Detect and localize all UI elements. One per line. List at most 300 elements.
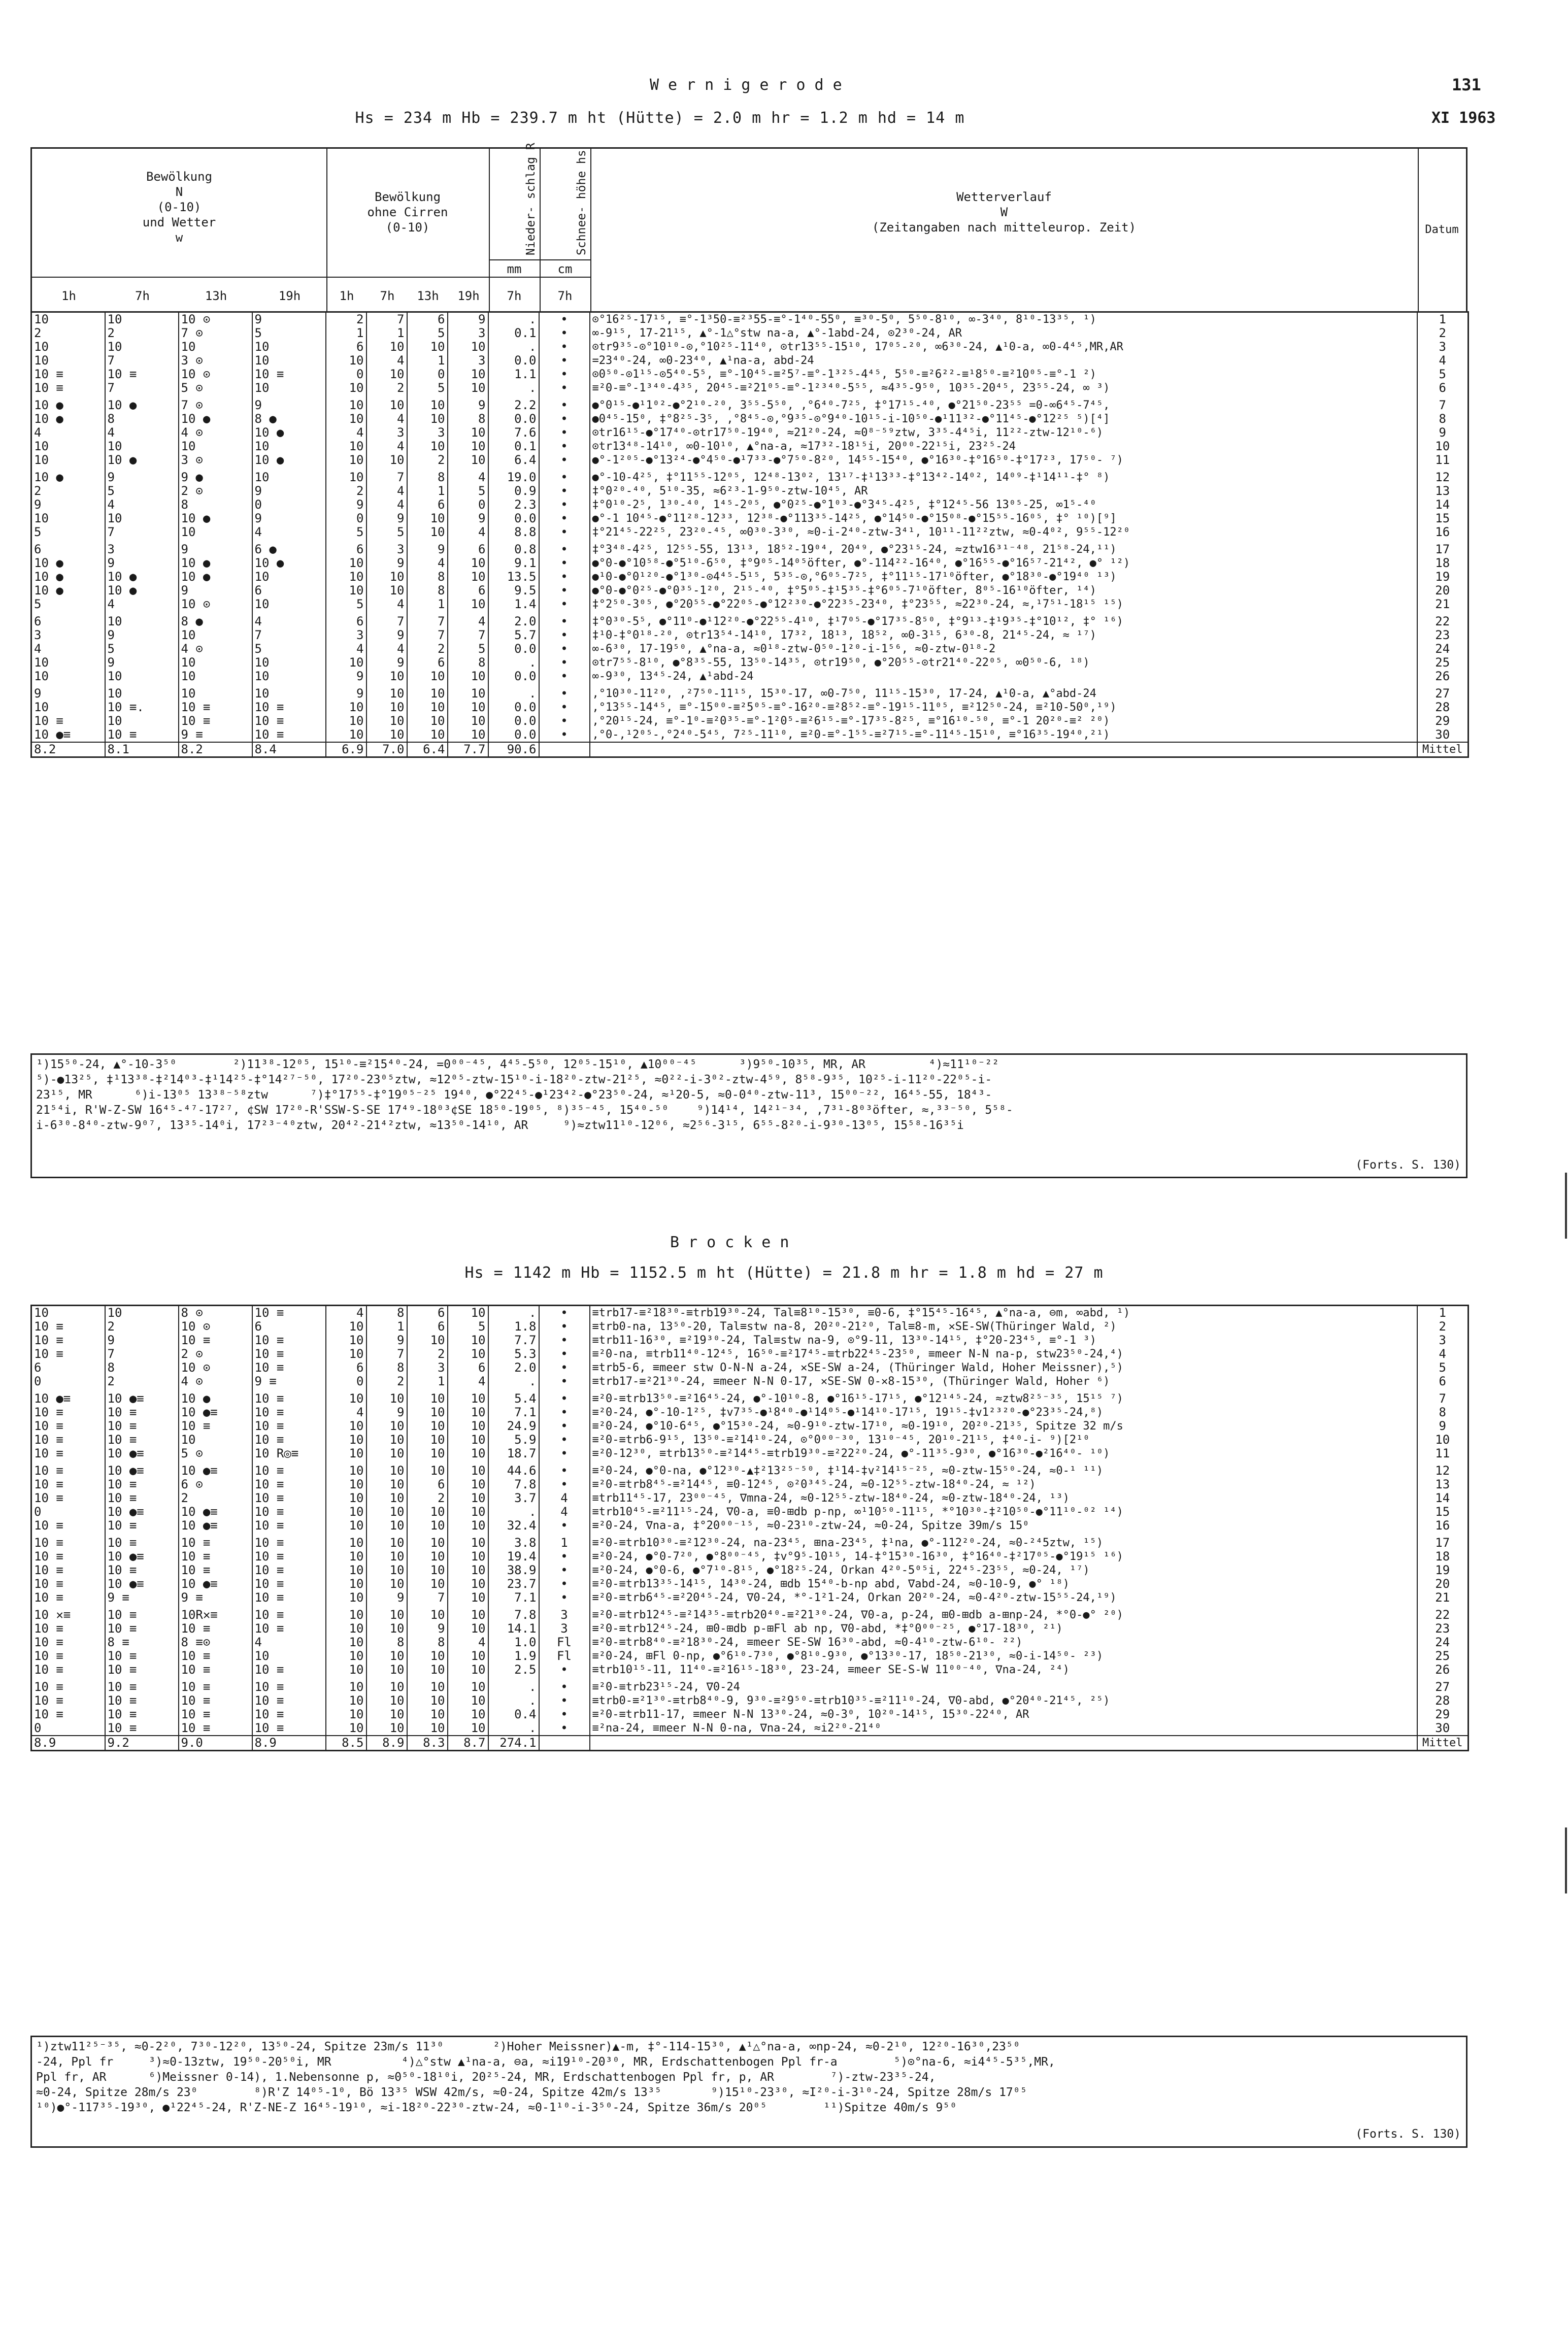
date: 28 xyxy=(1417,1694,1469,1708)
date: 15 xyxy=(1417,1505,1469,1519)
cirrus-7h: 7 xyxy=(366,615,407,628)
cirrus-7h: 9 xyxy=(366,656,407,670)
cloud-1h: 10 xyxy=(31,340,105,354)
cirrus-1h: 10 xyxy=(326,1419,366,1433)
cloud-7h: 10 ≡ xyxy=(105,1721,179,1736)
cirrus-13h: 10 xyxy=(407,1392,448,1406)
date: 20 xyxy=(1417,1577,1469,1591)
cirrus-13h: 10 xyxy=(407,412,448,426)
table-row xyxy=(31,1361,1469,1375)
cloud-13h: 4 ⊙ xyxy=(179,1375,252,1392)
cirrus-19h: 10 xyxy=(448,440,488,453)
cloud-1h: 5 xyxy=(31,597,105,615)
weather-course: ≡trb10¹⁵-11, 11⁴⁰-≡²16¹⁵-18³⁰, 23-24, ≡meer SE-S-W 11⁰⁰⁻⁴⁰, ∇na-24, ²⁴) xyxy=(590,1663,1417,1680)
cloud-1h: 10 ≡ xyxy=(31,1464,105,1478)
cirrus-19h: 10 xyxy=(448,597,488,615)
weather-course: ≡trb5-6, ≡meer stw O-N-N a-24, ✕SE-SW a-24, (Thüringer Wald, Hoher Meissner),⁵) xyxy=(590,1361,1417,1375)
date: 10 xyxy=(1417,1433,1469,1447)
cirrus-13h: 9 xyxy=(407,543,448,556)
cirrus-1h: 9 xyxy=(326,687,366,701)
cloud-1h: 5 xyxy=(31,525,105,543)
cirrus-1h: 10 xyxy=(326,556,366,570)
precip: 23.7 xyxy=(488,1577,539,1591)
precip: . xyxy=(488,1505,539,1519)
cloud-19h: 10 ≡ xyxy=(252,1577,326,1591)
cloud-13h: 7 ⊙ xyxy=(179,326,252,340)
snow-depth: • xyxy=(539,701,590,714)
cloud-1h: 10 ≡ xyxy=(31,714,105,728)
cirrus-1h: 10 xyxy=(326,440,366,453)
cirrus-7h: 7 xyxy=(366,312,407,327)
cirrus-19h: 10 xyxy=(448,1478,488,1491)
cloud-13h: 9 ● xyxy=(179,471,252,484)
cirrus-1h: 10 xyxy=(326,354,366,368)
cloud-7h: 9 xyxy=(105,556,179,570)
date: 30 xyxy=(1417,1721,1469,1736)
table-row xyxy=(31,1564,1469,1577)
table-row xyxy=(31,1347,1469,1361)
mean-precip: 274.1 xyxy=(488,1736,539,1751)
cloud-13h: 5 ⊙ xyxy=(179,1447,252,1464)
cloud-1h: 10 ●≡ xyxy=(31,728,105,742)
date: 6 xyxy=(1417,1375,1469,1392)
cirrus-19h: 10 xyxy=(448,1708,488,1721)
header-hour-7: 7h xyxy=(135,289,150,303)
cloud-1h: 10 ≡ xyxy=(31,368,105,381)
cirrus-19h: 10 xyxy=(448,1550,488,1564)
cirrus-1h: 10 xyxy=(326,1577,366,1591)
cirrus-7h: 10 xyxy=(366,1564,407,1577)
cirrus-13h: 3 xyxy=(407,1361,448,1375)
cirrus-1h: 10 xyxy=(326,1564,366,1577)
date: 11 xyxy=(1417,453,1469,471)
snow-depth: • xyxy=(539,1375,590,1392)
weather-course: ∞-9¹⁵, 17-21¹⁵, ▲°-1△°stw na-a, ▲°-1abd-24, ⊙2³⁰-24, AR xyxy=(590,326,1417,340)
cloud-7h: 9 ≡ xyxy=(105,1591,179,1608)
cloud-19h: 10 ≡ xyxy=(252,1505,326,1519)
cirrus-7h: 8 xyxy=(366,1306,407,1320)
cloud-7h: 10 ≡ xyxy=(105,1419,179,1433)
date: 5 xyxy=(1417,1361,1469,1375)
cirrus-7h: 7 xyxy=(366,471,407,484)
precip: 9.1 xyxy=(488,556,539,570)
date: 3 xyxy=(1417,1334,1469,1347)
weather-course: ●°-1 10⁴⁵-●°11²⁸-12³³, 12³⁸-●°113³⁵-14²⁵, ●°14⁵⁰-●°15⁰⁸-●°15⁵⁵-16⁰⁵, ‡° ¹⁰)[⁹] xyxy=(590,512,1417,525)
cirrus-19h: 10 xyxy=(448,1306,488,1320)
cloud-7h: 10 ≡. xyxy=(105,701,179,714)
cloud-19h: 10 ≡ xyxy=(252,1663,326,1680)
cloud-7h: 4 xyxy=(105,597,179,615)
precip: 7.1 xyxy=(488,1591,539,1608)
cloud-1h: 3 xyxy=(31,628,105,642)
cirrus-7h: 10 xyxy=(366,1577,407,1591)
weather-course: ●0⁴⁵-15⁰, ‡°8²⁵-3⁵, ,°8⁴⁵-⊙,°9³⁵-⊙°9⁴⁰-10¹⁵-i-10⁵⁰-●¹11³²-●°11⁴⁵-●°12²⁵ ⁵)[⁴] xyxy=(590,412,1417,426)
data-table-wernigerode xyxy=(30,311,1469,758)
cloud-7h: 7 xyxy=(105,381,179,398)
cloud-19h: 10 ≡ xyxy=(252,1622,326,1636)
cloud-19h: 5 xyxy=(252,642,326,656)
cloud-7h: 10 ● xyxy=(105,584,179,597)
precip: . xyxy=(488,1680,539,1694)
table-row xyxy=(31,556,1469,570)
date: 18 xyxy=(1417,1550,1469,1564)
cirrus-7h: 10 xyxy=(366,1550,407,1564)
cirrus-13h: 10 xyxy=(407,512,448,525)
cirrus-1h: 10 xyxy=(326,1519,366,1536)
cirrus-7h: 10 xyxy=(366,1447,407,1464)
table-row xyxy=(31,687,1469,701)
weather-course: ⊙0⁵⁰-⊙1¹⁵-⊙5⁴⁰-5⁵, ≡°-10⁴⁵-≡²5⁷-≡°-1³²⁵-4⁴⁵, 5⁵⁰-≡²6²²-≡¹8⁵⁰-≡²10⁰⁵-≡°-1 ²) xyxy=(590,368,1417,381)
date: 13 xyxy=(1417,484,1469,498)
weather-course: ≡trb11⁴⁵-17, 23⁰⁰⁻⁴⁵, ∇mna-24, ≈0-12⁵⁵-ztw-18⁴⁰-24, ≈0-ztw-18⁴⁰-24, ¹³) xyxy=(590,1491,1417,1505)
table-row xyxy=(31,584,1469,597)
date: 8 xyxy=(1417,1406,1469,1419)
table-row xyxy=(31,498,1469,512)
mean-cirrus-1h: 8.5 xyxy=(326,1736,366,1751)
continuation-note-brocken: (Forts. S. 130) xyxy=(1355,2127,1461,2141)
cloud-13h: 8 ≡⊙ xyxy=(179,1636,252,1649)
cirrus-7h: 10 xyxy=(366,368,407,381)
weather-course: ‡¹0-‡°0¹⁸-²⁰, ⊙tr13⁵⁴-14¹⁰, 17³², 18¹³, 18⁵², ∞0-3¹⁵, 6³⁰-8, 21⁴⁵-24, ≈ ¹⁷) xyxy=(590,628,1417,642)
table-row xyxy=(31,368,1469,381)
cirrus-7h: 2 xyxy=(366,381,407,398)
cirrus-13h: 2 xyxy=(407,453,448,471)
table-row xyxy=(31,426,1469,440)
station-title-brocken: Brocken xyxy=(670,1234,798,1251)
weather-course: ‡°0³⁰-5⁵, ●°11⁰-●¹12²⁰-●°22⁵⁵-4¹⁰, ‡¹7⁰⁵-●°17³⁵-8⁵⁰, ‡°9¹³-‡¹9³⁵-‡°10¹², ‡° ¹⁶) xyxy=(590,615,1417,628)
precip: 7.8 xyxy=(488,1478,539,1491)
precip: . xyxy=(488,312,539,327)
cirrus-7h: 10 xyxy=(366,1622,407,1636)
precip: 38.9 xyxy=(488,1564,539,1577)
cirrus-7h: 9 xyxy=(366,628,407,642)
snow-depth: • xyxy=(539,381,590,398)
cloud-7h: 10 ≡ xyxy=(105,1406,179,1419)
cirrus-7h: 10 xyxy=(366,670,407,687)
table-row xyxy=(31,597,1469,615)
cirrus-1h: 10 xyxy=(326,471,366,484)
weather-course: ≡²0-≡trb11-17, ≡meer N-N 13³⁰-24, ≈0-3⁰, 10²⁰-14¹⁵, 15³⁰-22⁴⁰, AR xyxy=(590,1708,1417,1721)
cloud-1h: 10 ≡ xyxy=(31,1694,105,1708)
snow-depth: • xyxy=(539,471,590,484)
cloud-1h: 0 xyxy=(31,1505,105,1519)
date: 18 xyxy=(1417,556,1469,570)
snow-depth: • xyxy=(539,1721,590,1736)
cirrus-13h: 10 xyxy=(407,1447,448,1464)
table-row xyxy=(31,1708,1469,1721)
cloud-1h: 10 ≡ xyxy=(31,1577,105,1591)
cirrus-13h: 3 xyxy=(407,426,448,440)
cirrus-19h: 10 xyxy=(448,670,488,687)
weather-course: ⊙tr9³⁵-⊙°10¹⁰-⊙,°10²⁵-11⁴⁰, ⊙tr13⁵⁵-15¹⁰, 17⁰⁵-²⁰, ∞6³⁰-24, ▲¹0-a, ∞0-4⁴⁵,MR,AR xyxy=(590,340,1417,354)
cloud-1h: 10 ≡ xyxy=(31,1708,105,1721)
cloud-1h: 10 ≡ xyxy=(31,1347,105,1361)
cloud-1h: 10 xyxy=(31,312,105,327)
cirrus-13h: 1 xyxy=(407,597,448,615)
cirrus-13h: 1 xyxy=(407,484,448,498)
cirrus-19h: 10 xyxy=(448,1519,488,1536)
cloud-13h: 10 ≡ xyxy=(179,1663,252,1680)
cloud-13h: 10 ⊙ xyxy=(179,1320,252,1334)
cloud-13h: 10 ≡ xyxy=(179,1622,252,1636)
cirrus-13h: 10 xyxy=(407,1708,448,1721)
cloud-7h: 10 ≡ xyxy=(105,1519,179,1536)
date: 27 xyxy=(1417,1680,1469,1694)
cirrus-1h: 10 xyxy=(326,1447,366,1464)
cloud-7h: 10 xyxy=(105,670,179,687)
snow-depth: • xyxy=(539,412,590,426)
table-row xyxy=(31,1721,1469,1736)
cloud-7h: 9 xyxy=(105,1334,179,1347)
cirrus-19h: 10 xyxy=(448,1536,488,1550)
mean-cirrus-7h: 7.0 xyxy=(366,742,407,757)
snow-depth: • xyxy=(539,1347,590,1361)
weather-course: ≡²0-na, ≡trb11⁴⁰-12⁴⁵, 16⁵⁰-≡²17⁴⁵-≡trb22⁴⁵-23⁵⁰, ≡meer N-N na-p, stw23⁵⁰-24,⁴) xyxy=(590,1347,1417,1361)
cloud-7h: 10 ●≡ xyxy=(105,1447,179,1464)
mean-date: Mittel xyxy=(1417,1736,1469,1751)
date: 27 xyxy=(1417,687,1469,701)
weather-course: =23⁴⁰-24, ∞0-23⁴⁰, ▲¹na-a, abd-24 xyxy=(590,354,1417,368)
date: 8 xyxy=(1417,412,1469,426)
cirrus-13h: 2 xyxy=(407,642,448,656)
cloud-19h: 9 xyxy=(252,398,326,412)
table-row xyxy=(31,543,1469,556)
header-schnee: Schnee- höhe hs xyxy=(575,150,588,255)
table-row xyxy=(31,326,1469,340)
header-cirren-19: 19h xyxy=(457,289,480,303)
cirrus-1h: 0 xyxy=(326,512,366,525)
cirrus-7h: 7 xyxy=(366,1347,407,1361)
cirrus-7h: 10 xyxy=(366,1505,407,1519)
cirrus-1h: 10 xyxy=(326,1591,366,1608)
header-unit-mm: mm xyxy=(507,262,522,276)
cloud-7h: 10 ● xyxy=(105,398,179,412)
weather-course: ≡²0-24, ●°10-6⁴⁵, ●°15³⁰-24, ≈0-9¹⁰-ztw-17¹⁰, ≈0-19¹⁰, 20²⁰-21³⁵, Spitze 32 m/s xyxy=(590,1419,1417,1433)
cirrus-7h: 2 xyxy=(366,1375,407,1392)
cloud-13h: 5 ⊙ xyxy=(179,381,252,398)
cirrus-19h: 10 xyxy=(448,1591,488,1608)
cloud-7h: 10 ●≡ xyxy=(105,1392,179,1406)
precip: 1.1 xyxy=(488,368,539,381)
cirrus-1h: 10 xyxy=(326,1433,366,1447)
date: 6 xyxy=(1417,381,1469,398)
snow-depth: • xyxy=(539,642,590,656)
cloud-19h: 10 ≡ xyxy=(252,1536,326,1550)
cloud-7h: 10 ≡ xyxy=(105,1622,179,1636)
cloud-1h: 0 xyxy=(31,1375,105,1392)
precip: . xyxy=(488,1721,539,1736)
cirrus-1h: 3 xyxy=(326,628,366,642)
weather-course: ≡²na-24, ≡meer N-N 0-na, ∇na-24, ≈i2²⁰-21⁴⁰ xyxy=(590,1721,1417,1736)
cirrus-19h: 10 xyxy=(448,1419,488,1433)
table-row xyxy=(31,1478,1469,1491)
weather-course: ≡²0-24, ∇na-a, ‡°20⁰⁰⁻¹⁵, ≈0-23¹⁰-ztw-24, ≈0-24, Spitze 39m/s 15⁰ xyxy=(590,1519,1417,1536)
date: 12 xyxy=(1417,471,1469,484)
cirrus-13h: 10 xyxy=(407,398,448,412)
cirrus-1h: 10 xyxy=(326,1622,366,1636)
cloud-7h: 10 ≡ xyxy=(105,1536,179,1550)
cloud-19h: 8 ● xyxy=(252,412,326,426)
date: 26 xyxy=(1417,670,1469,687)
cloud-13h: 8 ● xyxy=(179,615,252,628)
cirrus-19h: 10 xyxy=(448,453,488,471)
weather-course: ≡²0-≡trb8⁴⁰-≡²18³⁰-24, ≡meer SE-SW 16³⁰-abd, ≈0-4¹⁰-ztw-6¹⁰- ²²) xyxy=(590,1636,1417,1649)
cloud-7h: 10 ≡ xyxy=(105,1649,179,1663)
header-unit-cm: cm xyxy=(557,262,573,276)
table-row xyxy=(31,1663,1469,1680)
cloud-7h: 10 ≡ xyxy=(105,1694,179,1708)
table-row xyxy=(31,1536,1469,1550)
cloud-7h: 2 xyxy=(105,1375,179,1392)
date: 20 xyxy=(1417,584,1469,597)
cloud-13h: 10 ● xyxy=(179,412,252,426)
cloud-19h: 10 xyxy=(252,471,326,484)
table-row xyxy=(31,615,1469,628)
cirrus-19h: 10 xyxy=(448,1649,488,1663)
weather-course: ≡²0-≡trb6⁴⁵-≡²20⁴⁵-24, ∇0-24, *°-1²1-24, Orkan 20²⁰-24, ≈0-4²⁰-ztw-15⁵⁵-24,¹⁹) xyxy=(590,1591,1417,1608)
cirrus-7h: 10 xyxy=(366,1608,407,1622)
cirrus-13h: 10 xyxy=(407,1680,448,1694)
cirrus-13h: 10 xyxy=(407,1564,448,1577)
cloud-13h: 10 xyxy=(179,656,252,670)
weather-course: ∞-9³⁰, 13⁴⁵-24, ▲¹abd-24 xyxy=(590,670,1417,687)
cloud-1h: 10 ● xyxy=(31,556,105,570)
table-row xyxy=(31,1433,1469,1447)
cirrus-13h: 6 xyxy=(407,1478,448,1491)
cirrus-1h: 10 xyxy=(326,1536,366,1550)
cirrus-7h: 4 xyxy=(366,642,407,656)
cloud-7h: 10 ● xyxy=(105,453,179,471)
snow-depth: • xyxy=(539,584,590,597)
cloud-7h: 10 ≡ xyxy=(105,1680,179,1694)
cirrus-19h: 5 xyxy=(448,1320,488,1334)
cirrus-19h: 9 xyxy=(448,398,488,412)
precip: 44.6 xyxy=(488,1464,539,1478)
cloud-19h: 10 ≡ xyxy=(252,1392,326,1406)
cloud-7h: 2 xyxy=(105,1320,179,1334)
date: 7 xyxy=(1417,398,1469,412)
cloud-1h: 10 ≡ xyxy=(31,1622,105,1636)
precip: 14.1 xyxy=(488,1622,539,1636)
cloud-1h: 10 xyxy=(31,701,105,714)
mean-snow-depth xyxy=(539,1736,590,1751)
cirrus-13h: 10 xyxy=(407,1334,448,1347)
cloud-19h: 10 ≡ xyxy=(252,1680,326,1694)
cloud-19h: 6 xyxy=(252,1320,326,1334)
cirrus-7h: 10 xyxy=(366,1478,407,1491)
header-hour-1: 1h xyxy=(61,289,76,303)
cloud-13h: 4 ⊙ xyxy=(179,426,252,440)
cirrus-13h: 10 xyxy=(407,714,448,728)
cirrus-1h: 10 xyxy=(326,381,366,398)
cirrus-7h: 10 xyxy=(366,1536,407,1550)
cloud-13h: 2 xyxy=(179,1491,252,1505)
cirrus-7h: 4 xyxy=(366,484,407,498)
precip: 8.8 xyxy=(488,525,539,543)
cloud-1h: 10 ≡ xyxy=(31,1406,105,1419)
snow-depth: Fl xyxy=(539,1649,590,1663)
cloud-7h: 9 xyxy=(105,471,179,484)
header-bewoelkung: Bewölkung N (0-10) und Wetter w xyxy=(142,170,216,245)
table-row xyxy=(31,570,1469,584)
cloud-19h: 10 ≡ xyxy=(252,1433,326,1447)
table-row xyxy=(31,471,1469,484)
weather-course: ≡²0-≡trb13³⁵-14¹⁵, 14³⁰-24, ⊞db 15⁴⁰-b-np abd, ∇abd-24, ≈0-10-9, ●° ¹⁸) xyxy=(590,1577,1417,1591)
cloud-1h: 10 ≡ xyxy=(31,1663,105,1680)
cloud-13h: 10 ● xyxy=(179,556,252,570)
cloud-13h: 8 xyxy=(179,498,252,512)
cloud-19h: 10 ≡ xyxy=(252,1721,326,1736)
cirrus-1h: 6 xyxy=(326,615,366,628)
cirrus-19h: 4 xyxy=(448,615,488,628)
header-snow-7: 7h xyxy=(557,289,573,303)
weather-course: ⊙tr7⁵⁵-8¹⁰, ●°8³⁵-55, 13⁵⁰-14³⁵, ⊙tr19⁵⁰, ●°20⁵⁵-⊙tr21⁴⁰-22⁰⁵, ∞0⁵⁰-6, ¹⁸) xyxy=(590,656,1417,670)
cirrus-1h: 4 xyxy=(326,426,366,440)
cirrus-13h: 5 xyxy=(407,326,448,340)
cirrus-13h: 10 xyxy=(407,1519,448,1536)
weather-course: ≡trb17-≡²21³⁰-24, ≡meer N-N 0-17, ✕SE-SW 0-✕8-15³⁰, (Thüringer Wald, Hoher ⁶) xyxy=(590,1375,1417,1392)
cirrus-19h: 6 xyxy=(448,543,488,556)
cloud-13h: 10 ●≡ xyxy=(179,1577,252,1591)
date: 1 xyxy=(1417,1306,1469,1320)
cirrus-7h: 10 xyxy=(366,1663,407,1680)
cloud-7h: 10 xyxy=(105,440,179,453)
date: 24 xyxy=(1417,1636,1469,1649)
cirrus-1h: 10 xyxy=(326,412,366,426)
mean-weather-course xyxy=(590,742,1417,757)
cirrus-13h: 8 xyxy=(407,1636,448,1649)
weather-course: ●¹0-●°0¹²⁰-●°1³⁰-⊙4⁴⁵-5¹⁵, 5³⁵-⊙,°6⁰⁵-7²⁵, ‡°11¹⁵-17¹⁰öfter, ●°18³⁰-●°19⁴⁰ ¹³) xyxy=(590,570,1417,584)
precip: 13.5 xyxy=(488,570,539,584)
page-number: 131 xyxy=(1452,75,1481,94)
cirrus-19h: 10 xyxy=(448,1663,488,1680)
mean-cloud-13h: 9.0 xyxy=(179,1736,252,1751)
precip: 0.8 xyxy=(488,543,539,556)
cloud-1h: 2 xyxy=(31,484,105,498)
table-row xyxy=(31,1577,1469,1591)
cloud-19h: 10 ≡ xyxy=(252,1491,326,1505)
cloud-1h: 10 ≡ xyxy=(31,381,105,398)
cirrus-19h: 0 xyxy=(448,498,488,512)
cloud-19h: 4 xyxy=(252,1636,326,1649)
cirrus-13h: 8 xyxy=(407,584,448,597)
cirrus-7h: 3 xyxy=(366,426,407,440)
cirrus-7h: 9 xyxy=(366,1334,407,1347)
snow-depth: • xyxy=(539,1591,590,1608)
cloud-1h: 6 xyxy=(31,543,105,556)
cloud-13h: 4 ⊙ xyxy=(179,642,252,656)
table-row xyxy=(31,440,1469,453)
cirrus-13h: 10 xyxy=(407,1694,448,1708)
cirrus-1h: 10 xyxy=(326,1663,366,1680)
station-title-wernigerode: Wernigerode xyxy=(650,76,851,94)
cirrus-19h: 8 xyxy=(448,412,488,426)
cloud-19h: 10 ≡ xyxy=(252,1694,326,1708)
precip: 0.0 xyxy=(488,354,539,368)
cirrus-7h: 10 xyxy=(366,1519,407,1536)
precip: 2.5 xyxy=(488,1663,539,1680)
header-datum: Datum xyxy=(1425,223,1459,236)
weather-course: ,°10³⁰-11²⁰, ,²7⁵⁰-11¹⁵, 15³⁰-17, ∞0-7⁵⁰, 11¹⁵-15³⁰, 17-24, ▲¹0-a, ▲°abd-24 xyxy=(590,687,1417,701)
cloud-7h: 10 xyxy=(105,340,179,354)
cirrus-1h: 10 xyxy=(326,728,366,742)
header-niederschlag: Nieder- schlag R xyxy=(524,143,538,255)
mean-cirrus-19h: 8.7 xyxy=(448,1736,488,1751)
cloud-13h: 10 ⊙ xyxy=(179,597,252,615)
cloud-7h: 4 xyxy=(105,498,179,512)
continuation-note-wernigerode: (Forts. S. 130) xyxy=(1355,1158,1461,1172)
cloud-7h: 10 xyxy=(105,312,179,327)
